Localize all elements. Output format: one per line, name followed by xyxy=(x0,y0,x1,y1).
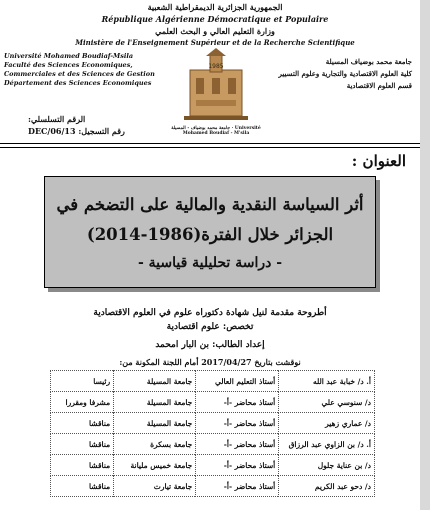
jury-role: مناقشا xyxy=(51,455,114,476)
registration-label: رقم التسجيل: xyxy=(78,126,125,136)
logo-caption: جامعة محمد بوضياف - المسيلة · Université Mohamed Boudiaf - M'sila xyxy=(171,126,261,136)
header-divider xyxy=(0,143,420,148)
table-row xyxy=(51,455,375,476)
jury-rank: أستاذ محاضر -أ- xyxy=(196,455,279,476)
header-ministry-ar: وزارة التعليم العالي و البحث العلمي xyxy=(155,26,275,36)
page-edge-shade xyxy=(420,0,430,510)
table-row xyxy=(51,434,375,455)
department-ar: قسم العلوم الاقتصادية xyxy=(346,81,412,90)
jury-university: جامعة المسيلة xyxy=(114,413,196,434)
registration-code: DEC/06/13 xyxy=(28,126,76,136)
jury-university: جامعة تيارت xyxy=(114,476,196,497)
student-name: إعداد الطالب: بن البار امحمد xyxy=(155,340,265,350)
serial-number-label: الرقم التسلسلي: xyxy=(28,114,86,124)
department-fr: Département des Sciences Economiques xyxy=(4,79,152,87)
jury-role: مناقشا xyxy=(51,476,114,497)
faculty-line2-fr: Commerciales et des Sciences de Gestion xyxy=(4,70,155,78)
thesis-title-box xyxy=(44,176,376,288)
jury-name: د/ دحو عبد الكريم xyxy=(279,476,375,497)
table-row xyxy=(51,392,375,413)
jury-role: مناقشا xyxy=(51,413,114,434)
thesis-subtitle: - دراسة تحليلية قياسية - xyxy=(137,255,283,271)
title-label: العنوان : xyxy=(351,152,406,170)
jury-role: مناقشا xyxy=(51,434,114,455)
degree-specialty: تخصص: علوم اقتصادية xyxy=(166,322,254,332)
header-ministry-fr: Ministère de l'Enseignement Supérieur et de la Recherche Scientifique xyxy=(75,38,355,47)
university-logo xyxy=(170,48,262,128)
jury-role: مشرفا ومقررا xyxy=(51,392,114,413)
university-name-ar: جامعة محمد بوضياف المسيلة xyxy=(325,57,412,66)
jury-table xyxy=(50,370,375,497)
jury-university: جامعة خميس مليانة xyxy=(114,455,196,476)
university-block-fr xyxy=(4,52,164,88)
faculty-ar: كلية العلوم الاقتصادية والتجارية وعلوم التسيير xyxy=(278,69,412,78)
degree-statement: أطروحة مقدمة لنيل شهادة دكتوراه علوم في العلوم الاقتصادية xyxy=(93,308,327,318)
jury-university: جامعة المسيلة xyxy=(114,392,196,413)
jury-name: د/ بن عناية جلول xyxy=(279,455,375,476)
table-row xyxy=(51,413,375,434)
jury-name: أ. د/ بن الزاوي عبد الرزاق xyxy=(279,434,375,455)
jury-role: رئيسا xyxy=(51,371,114,392)
faculty-line-fr: Faculté des Sciences Economiques, xyxy=(4,61,133,69)
thesis-title-line2: الجزائر خلال الفترة(1986-2014) xyxy=(86,225,334,244)
jury-rank: أستاذ محاضر -أ- xyxy=(196,413,279,434)
header-republic-fr: République Algérienne Démocratique et Populaire xyxy=(101,14,329,24)
header-republic-ar: الجمهورية الجزائرية الديمقراطية الشعبية xyxy=(147,2,283,12)
registration-line xyxy=(28,126,125,136)
jury-rank: أستاذ محاضر -أ- xyxy=(196,434,279,455)
table-row xyxy=(51,371,375,392)
jury-university: جامعة المسيلة xyxy=(114,371,196,392)
jury-rank: أستاذ التعليم العالي xyxy=(196,371,279,392)
university-name-fr: Université Mohamed Boudiaf-Msila xyxy=(4,52,134,60)
jury-name: أ. د/ خبابة عبد الله xyxy=(279,371,375,392)
defense-date-line: نوقشت بتاريخ 2017/04/27 أمام اللجنة المكونة من: xyxy=(119,357,301,367)
jury-rank: أستاذ محاضر -أ- xyxy=(196,476,279,497)
jury-university: جامعة بسكرة xyxy=(114,434,196,455)
jury-name: د/ عماري زهير xyxy=(279,413,375,434)
logo-year: 1985 xyxy=(208,63,224,70)
thesis-title-line1: أثر السياسة النقدية والمالية على التضخم في xyxy=(56,195,364,214)
jury-name: د/ سنوسي علي xyxy=(279,392,375,413)
table-row xyxy=(51,476,375,497)
jury-rank: أستاذ محاضر -أ- xyxy=(196,392,279,413)
university-block-ar xyxy=(262,56,412,92)
